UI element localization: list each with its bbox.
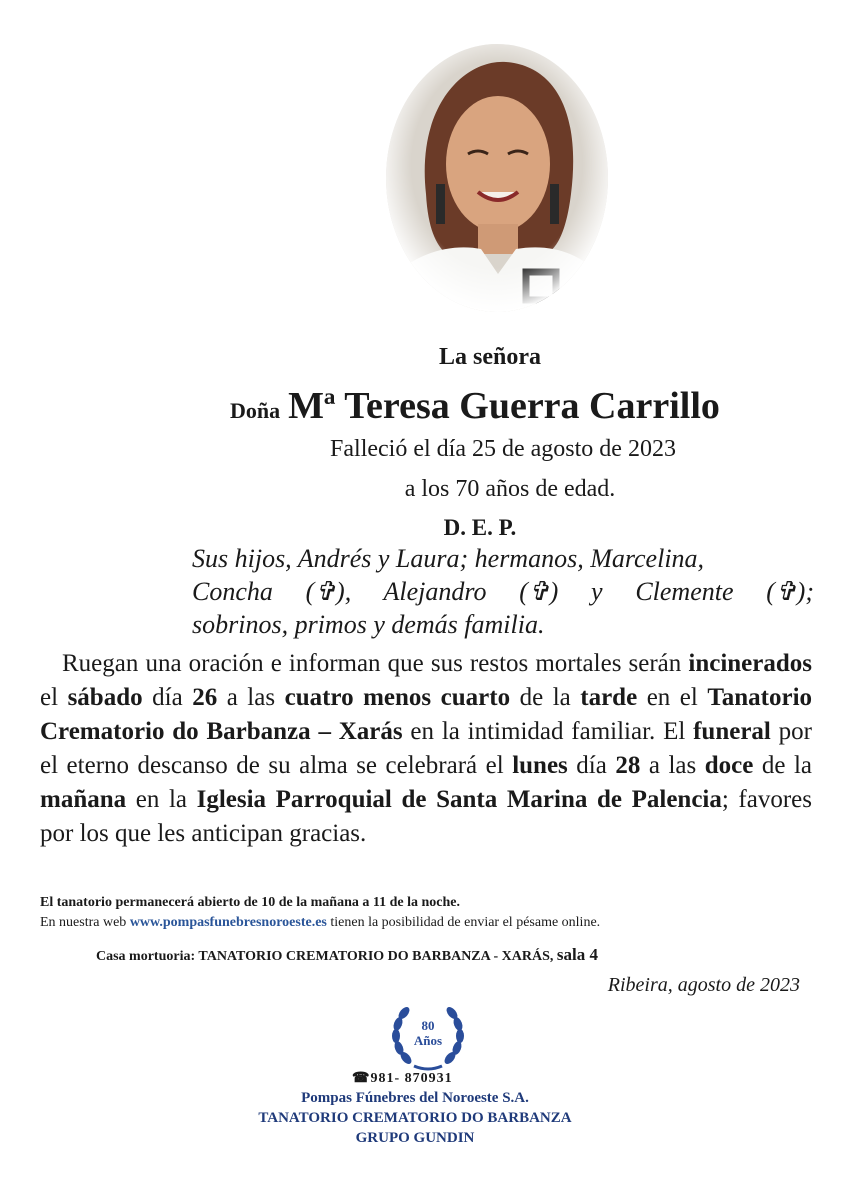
main-text: el — [40, 684, 68, 711]
funeral-home-name: TANATORIO CREMATORIO DO BARBANZA - XARÁS, — [198, 949, 554, 964]
main-text: en el — [637, 684, 708, 711]
main-bold: sábado — [67, 684, 143, 711]
main-bold: tarde — [580, 684, 638, 711]
intro-text: La señora — [439, 344, 541, 370]
honorific: Doña — [230, 398, 281, 423]
company-name: Pompas Fúnebres del Noroeste S.A. — [301, 1090, 529, 1106]
main-text: Ruegan una oración e informan que sus restos mortales serán — [62, 650, 689, 677]
main-bold: Iglesia Parroquial de Santa Marina de Palencia — [196, 786, 722, 813]
dep-text: D. E. P. — [443, 515, 517, 540]
main-bold: funeral — [693, 718, 771, 745]
family-line-2: Concha (✞), Alejandro (✞) y Clemente (✞); — [192, 577, 814, 606]
main-text: a las — [640, 752, 705, 779]
age: a los 70 años de edad. — [404, 476, 616, 502]
main-text: día — [142, 684, 193, 711]
deceased-name-line — [230, 384, 720, 428]
group-name: GRUPO GUNDIN — [355, 1130, 475, 1146]
family-list — [192, 542, 814, 641]
main-text: día — [567, 752, 616, 779]
anniversary-logo — [386, 1000, 470, 1072]
main-bold: cuatro menos cuarto — [284, 684, 511, 711]
family-line-1: Sus hijos, Andrés y Laura; hermanos, Marcelina, — [192, 544, 705, 573]
deceased-name: Mª Teresa Guerra Carrillo — [288, 385, 720, 427]
main-announcement — [40, 647, 812, 851]
main-bold: mañana — [40, 786, 127, 813]
opening-hours-note: El tanatorio permanecerá abierto de 10 de la mañana a 11 de la noche. — [40, 895, 460, 910]
main-bold: lunes — [512, 752, 568, 779]
death-date: Falleció el día 25 de agosto de 2023 — [330, 436, 676, 462]
telephone-icon: ☎ — [352, 1071, 371, 1086]
logo-word: Años — [413, 1033, 443, 1048]
main-text: ; favores por los que les anticipan gracias. — [40, 786, 812, 847]
main-text: en la — [126, 786, 197, 813]
funeral-home-room: sala 4 — [556, 945, 598, 964]
main-text: de la — [753, 752, 812, 779]
portrait-image — [386, 44, 608, 312]
phone-number: 981- 870931 — [370, 1071, 453, 1086]
main-bold: 26 — [192, 684, 218, 711]
deceased-portrait — [386, 44, 608, 312]
main-bold: doce — [704, 752, 754, 779]
main-bold: Tanatorio Crematorio do Barbanza – Xarás — [40, 684, 813, 745]
family-line-3: sobrinos, primos y demás familia. — [192, 610, 545, 639]
place-date: Ribeira, agosto de 2023 — [607, 974, 800, 996]
main-text: en la intimidad familiar. El — [402, 718, 694, 745]
tanatorio-name: TANATORIO CREMATORIO DO BARBANZA — [258, 1110, 572, 1126]
funeral-home-line — [96, 945, 598, 965]
funeral-home-label: Casa mortuoria: — [96, 949, 196, 964]
main-text: por el eterno descanso de su alma se celebrará el — [40, 718, 812, 779]
phone-line — [352, 1070, 453, 1087]
website-link[interactable]: www.pompasfunebresnoroeste.es — [129, 915, 327, 930]
logo-text — [386, 1018, 470, 1048]
web-note-suffix: tienen la posibilidad de enviar el pésame online. — [326, 915, 601, 930]
web-note-prefix: En nuestra web — [40, 915, 130, 930]
logo-number: 80 — [421, 1018, 435, 1033]
main-text: de la — [510, 684, 581, 711]
main-text: a las — [217, 684, 285, 711]
web-note — [40, 915, 600, 931]
main-bold: incinerados — [688, 650, 812, 677]
main-bold: 28 — [615, 752, 641, 779]
